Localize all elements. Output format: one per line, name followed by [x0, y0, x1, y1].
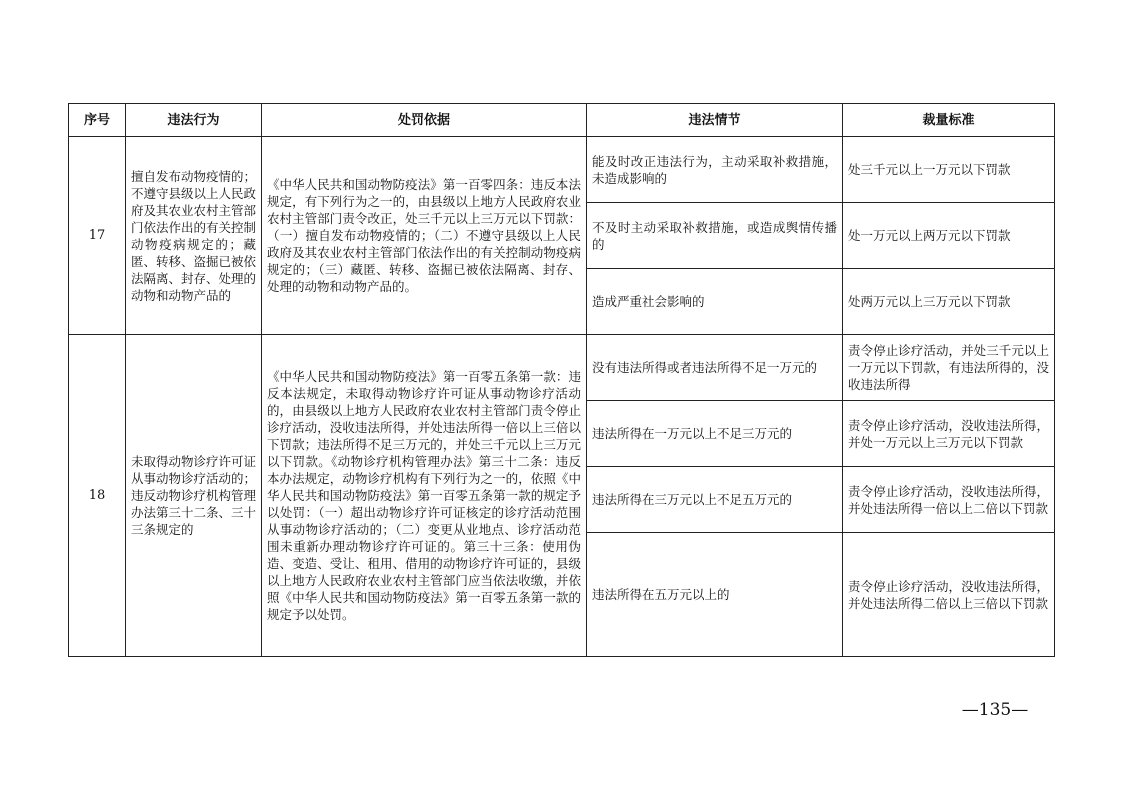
discretion-standard: 处一万元以上两万元以下罚款	[843, 203, 1055, 269]
violation-behavior: 擅自发布动物疫情的；不遵守县级以上人民政府及其农业农村主管部门依法作出的有关控制动物疫病规定的；藏匿、转移、盗掘已被依法隔离、封存、处理的动物和动物产品的	[126, 137, 262, 335]
penalty-discretion-table	[68, 103, 1055, 657]
violation-circumstance: 违法所得在五万元以上的	[587, 533, 843, 657]
row-number: 18	[69, 335, 126, 657]
violation-circumstance: 违法所得在一万元以上不足三万元的	[587, 401, 843, 467]
table-row	[69, 335, 1055, 401]
violation-circumstance: 违法所得在三万元以上不足五万元的	[587, 467, 843, 533]
violation-circumstance: 造成严重社会影响的	[587, 269, 843, 335]
table-header-row	[69, 104, 1055, 137]
page-number: —135—	[961, 700, 1029, 720]
discretion-standard: 责令停止诊疗活动，并处三千元以上一万元以下罚款，有违法所得的，没收违法所得	[843, 335, 1055, 401]
violation-circumstance: 不及时主动采取补救措施，或造成舆情传播的	[587, 203, 843, 269]
table-row	[69, 137, 1055, 203]
penalty-basis: 《中华人民共和国动物防疫法》第一百零五条第一款：违反本法规定，未取得动物诊疗许可证从事动物诊疗活动的，由县级以上地方人民政府农业农村主管部门责令停止诊疗活动，没收违法所得，并处违法所得一倍以上三倍以下罚款；违法所得不足三万元的，并处三千元以上三万元以下罚款。《动物诊疗机构管理办法》第三十二条：违反本办法规定，动物诊疗机构有下列行为之一的，依照《中华人民共和国动物防疫法》第一百零五条第一款的规定予以处罚：（一）超出动物诊疗许可证核定的诊疗活动范围从事动物诊疗活动的；（二）变更从业地点、诊疗活动范围未重新办理动物诊疗许可证的。第三十三条：使用伪造、变造、受让、租用、借用的动物诊疗许可证的，县级以上地方人民政府农业农村主管部门应当依法收缴，并依照《中华人民共和国动物防疫法》第一百零五条第一款的规定予以处罚。	[262, 335, 587, 657]
header-circumstance: 违法情节	[587, 104, 843, 137]
violation-circumstance: 能及时改正违法行为，主动采取补救措施，未造成影响的	[587, 137, 843, 203]
header-no: 序号	[69, 104, 126, 137]
header-behavior: 违法行为	[126, 104, 262, 137]
discretion-standard: 处两万元以上三万元以下罚款	[843, 269, 1055, 335]
header-standard: 裁量标准	[843, 104, 1055, 137]
header-basis: 处罚依据	[262, 104, 587, 137]
discretion-standard: 责令停止诊疗活动，没收违法所得，并处违法所得二倍以上三倍以下罚款	[843, 533, 1055, 657]
penalty-basis: 《中华人民共和国动物防疫法》第一百零四条：违反本法规定，有下列行为之一的，由县级以上地方人民政府农业农村主管部门责令改正，处三千元以上三万元以下罚款：（一）擅自发布动物疫情的；（二）不遵守县级以上人民政府及其农业农村主管部门依法作出的有关控制动物疫病规定的；（三）藏匿、转移、盗掘已被依法隔离、封存、处理的动物和动物产品的。	[262, 137, 587, 335]
row-number: 17	[69, 137, 126, 335]
violation-circumstance: 没有违法所得或者违法所得不足一万元的	[587, 335, 843, 401]
discretion-standard: 责令停止诊疗活动，没收违法所得，并处违法所得一倍以上二倍以下罚款	[843, 467, 1055, 533]
violation-behavior: 未取得动物诊疗许可证从事动物诊疗活动的；违反动物诊疗机构管理办法第三十二条、三十三条规定的	[126, 335, 262, 657]
discretion-standard: 处三千元以上一万元以下罚款	[843, 137, 1055, 203]
discretion-standard: 责令停止诊疗活动，没收违法所得，并处一万元以上三万元以下罚款	[843, 401, 1055, 467]
